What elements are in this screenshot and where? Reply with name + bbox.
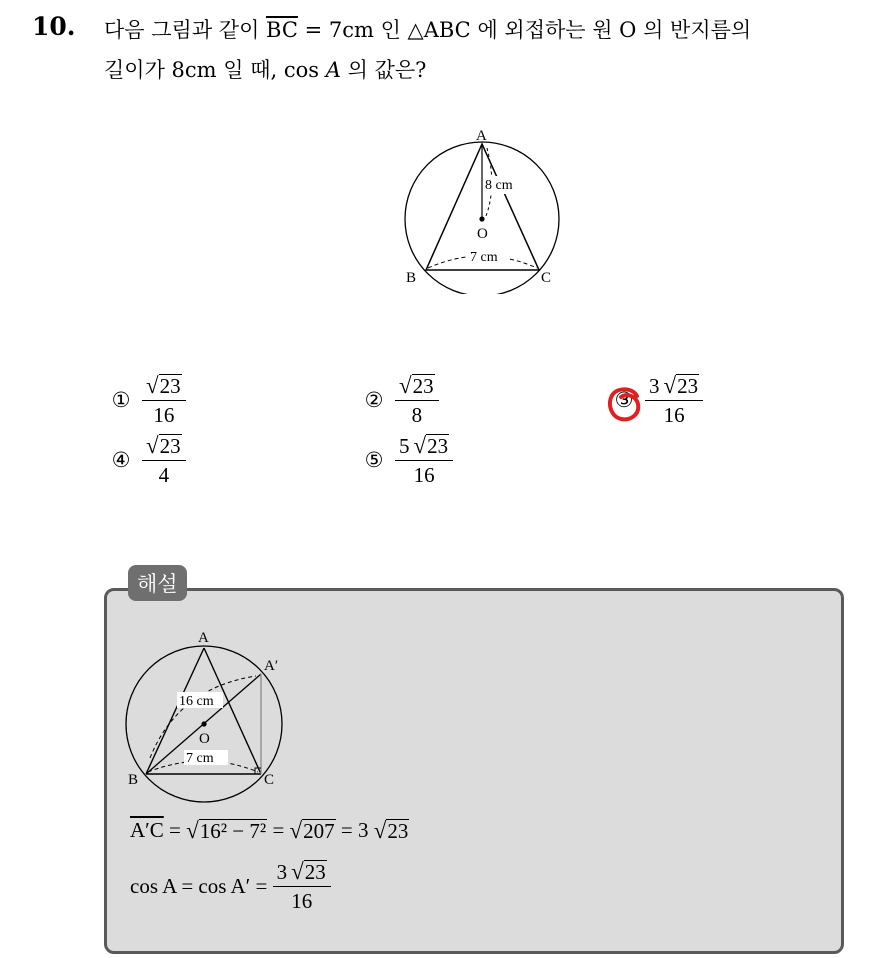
label-a: A: [476, 128, 487, 144]
choice-3[interactable]: ③ 3 √ 23 16: [613, 374, 703, 426]
solution-equation-2: cos A = cos A′ = 3 √ 23 16: [130, 860, 331, 912]
solution-label: 해설: [128, 565, 187, 601]
question-number: 10.: [32, 12, 76, 41]
svg-text:A′: A′: [264, 658, 279, 674]
segment-bc: $\overline{BC}$: [266, 18, 298, 42]
radius-label: 8 cm: [485, 178, 513, 193]
solution-base-label: 7 cm: [186, 751, 214, 766]
svg-text:B: B: [128, 772, 139, 788]
answer-mark: [605, 384, 645, 424]
base-label: 7 cm: [470, 250, 498, 265]
choice-4[interactable]: ④ √ 23 4: [110, 434, 186, 486]
question-text-line2: 길이가 8cm 일 때, cos A 의 값은?: [104, 58, 427, 82]
choice-2[interactable]: ② √ 23 8: [363, 374, 439, 426]
choice-5[interactable]: ⑤ 5 √ 23 16: [363, 434, 453, 486]
svg-text:O: O: [199, 731, 210, 747]
solution-center-point: [201, 721, 206, 726]
circle-figure: [398, 126, 568, 294]
solution-equation-1: A′C = √ 16² − 7² = √ 207 = 3 √ 23: [130, 818, 409, 843]
label-o: O: [477, 226, 488, 242]
center-point: [479, 216, 484, 221]
label-c: C: [541, 270, 552, 286]
svg-text:A: A: [198, 630, 209, 646]
question-text-line1: 다음 그림과 같이 $\overline{BC} = 7cm$ 인 △ABC 에 외접하는 원 O 의 반지름의: [104, 18, 752, 42]
label-b: B: [406, 270, 417, 286]
solution-figure: [118, 628, 308, 806]
choice-1[interactable]: ① √ 23 16: [110, 374, 186, 426]
svg-text:C: C: [264, 772, 275, 788]
triangle-abc: △ABC: [407, 18, 471, 42]
diameter-label: 16 cm: [179, 694, 214, 709]
